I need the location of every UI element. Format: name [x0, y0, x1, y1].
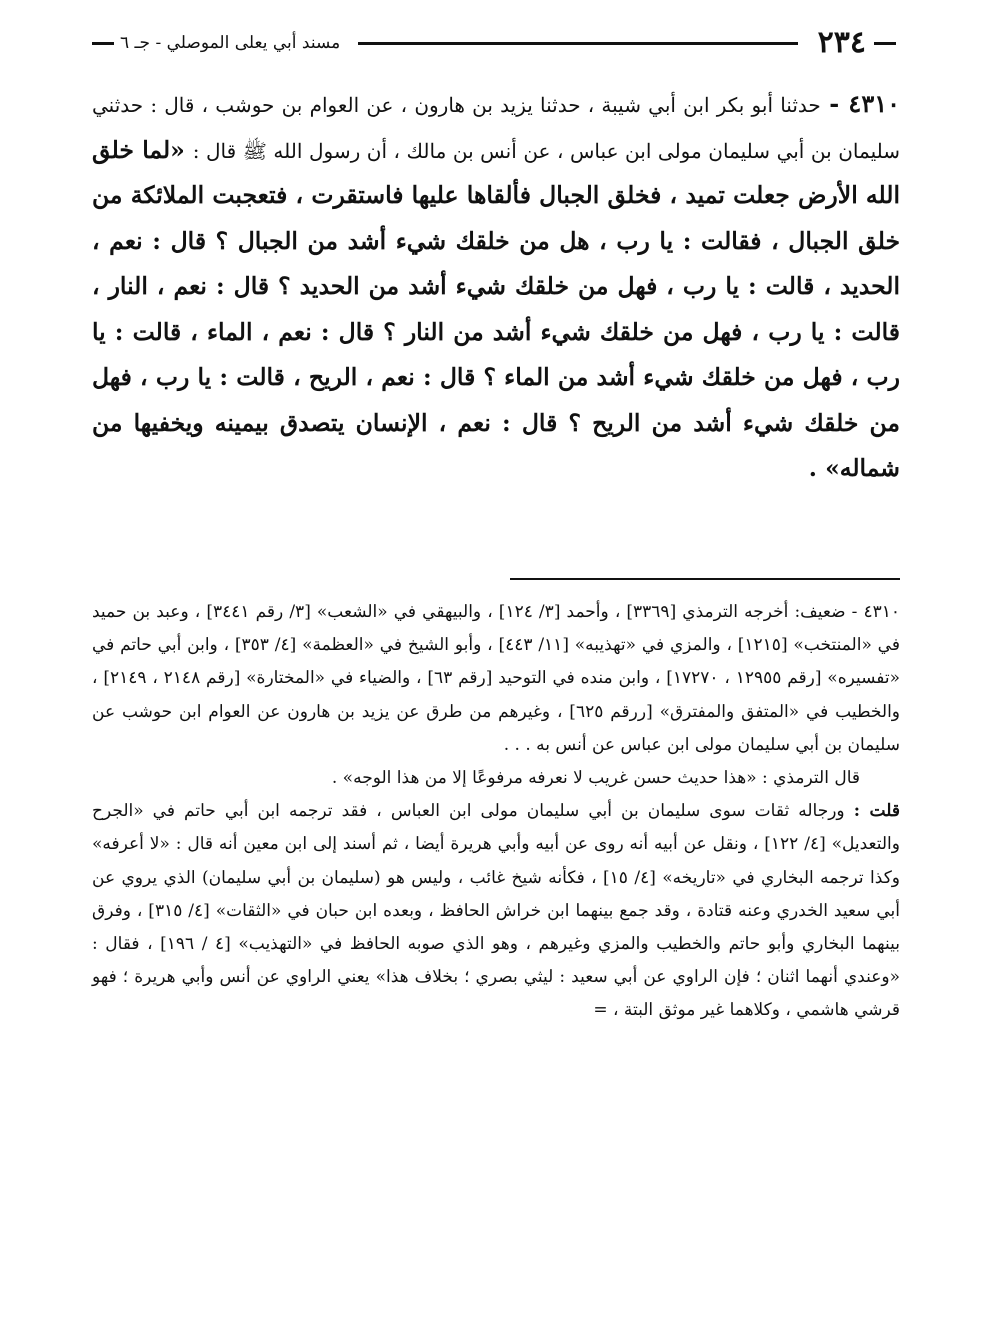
footnote-separator — [510, 578, 900, 580]
running-header — [92, 26, 896, 60]
footnotes — [92, 596, 900, 1028]
qultu-label: قلت : — [853, 801, 900, 822]
header-rule — [358, 42, 797, 45]
footnote-takhrij: ٤٣١٠ - ضعيف: أخرجه الترمذي [٣٣٦٩] ، وأحمد [٣/ ١٢٤] ، والبيهقي في «الشعب» [٣/ رقم ٣٤٤١] ، وعبد بن حميد في «المنتخب» [١٢١٥] ، والمزي في «تهذيبه» [١١/ ٤٤٣] ، وأبو الشيخ في «العظمة» [٤/ ٣٥٣] ، وابن أبي حاتم في «تفسيره» [رقم ١٢٩٥٥ ، ١٧٢٧٠] ، وابن منده في التوحيد [رقم ٦٣] ، والضياء في «المختارة» [رقم ٢١٤٨ ، ٢١٤٩] ، والخطيب في «المتفق والمفترق» [ررقم ٦٢٥] ، وغيرهم من طرق عن يزيد بن هارون عن العوام ابن حوشب عن سليمان بن أبي سليمان مولى ابن عباس عن أنس به . . . — [92, 602, 901, 755]
hadith-number: ٤٣١٠ - — [829, 89, 900, 118]
hadith-isnad: حدثنا أبو بكر ابن أبي شيبة ، حدثنا يزيد بن هارون ، عن العوام بن حوشب ، قال : حدثني سليمان بن أبي سليمان مولى ابن عباس ، عن أنس بن مالك ، أن رسول الله ﷺ قال : — [92, 93, 900, 163]
hadith-matn: «لما خلق الله الأرض جعلت تميد ، فخلق الجبال فألقاها عليها فاستقرت ، فتعجبت الملائكة من خلق الجبال ، فقالت : يا رب ، هل من خلقك شيء أشد من الجبال ؟ قال : نعم ، الحديد ، قالت : يا رب ، فهل من خلقك شيء أشد من الحديد ؟ قال : نعم ، النار ، قالت : يا رب ، فهل من خلقك شيء أشد من النار ؟ قال : نعم ، الماء ، قالت : يا رب ، فهل من خلقك شيء أشد من الماء ؟ قال : نعم ، الريح ، قالت : يا رب ، فهل من خلقك شيء أشد من الريح ؟ قال : نعم ، الإنسان يتصدق بيمينه ويخفيها من شماله» . — [92, 135, 900, 482]
hadith-text — [92, 82, 900, 492]
header-dash-left — [92, 42, 114, 45]
book-title: مسند أبي يعلى الموصلي - جـ ٦ — [120, 33, 341, 53]
header-dash-right — [874, 42, 896, 45]
qultu-text: ورجاله ثقات سوى سليمان بن أبي سليمان مولى ابن العباس ، فقد ترجمه ابن أبي حاتم في «الجرح والتعديل» [٤/ ١٢٢] ، ونقل عن أبيه أنه روى عن أبيه وأبي هريرة أيضا ، ثم أسند إلى ابن معين أنه قال : «لا أعرفه» وكذا ترجمه البخاري في «تاريخه» [٤/ ١٥] ، فكأنه شيخ غائب ، وليس هو (سليمان بن أبي سليمان) الذي يروي عن أبي سعيد الخدري وعنه قتادة ، وقد جمع بينهما ابن خراش الحافظ ، وبعده ابن حبان في «الثقات» [٤/ ٣١٥] ، وفرق بينهما البخاري وأبو حاتم والخطيب والمزي وغيرهم ، وهو الذي صوبه الحافظ في «التهذيب» [٤ / ١٩٦] ، فقال : «وعندي أنهما اثنان ؛ فإن الراوي عن أبي سعيد : ليثي بصري ؛ بخلاف هذا» يعني الراوي عن أنس وأبي هريرة ؛ فهو قرشي هاشمي ، وكلاهما غير موثق البتة ، = — [92, 801, 900, 1021]
footnote-qultu — [92, 795, 900, 1027]
page-number: ٢٣٤ — [817, 25, 866, 60]
footnote-tirmidhi-quote: قال الترمذي : «هذا حديث حسن غريب لا نعرفه مرفوعًا إلا من هذا الوجه» . — [331, 768, 860, 789]
